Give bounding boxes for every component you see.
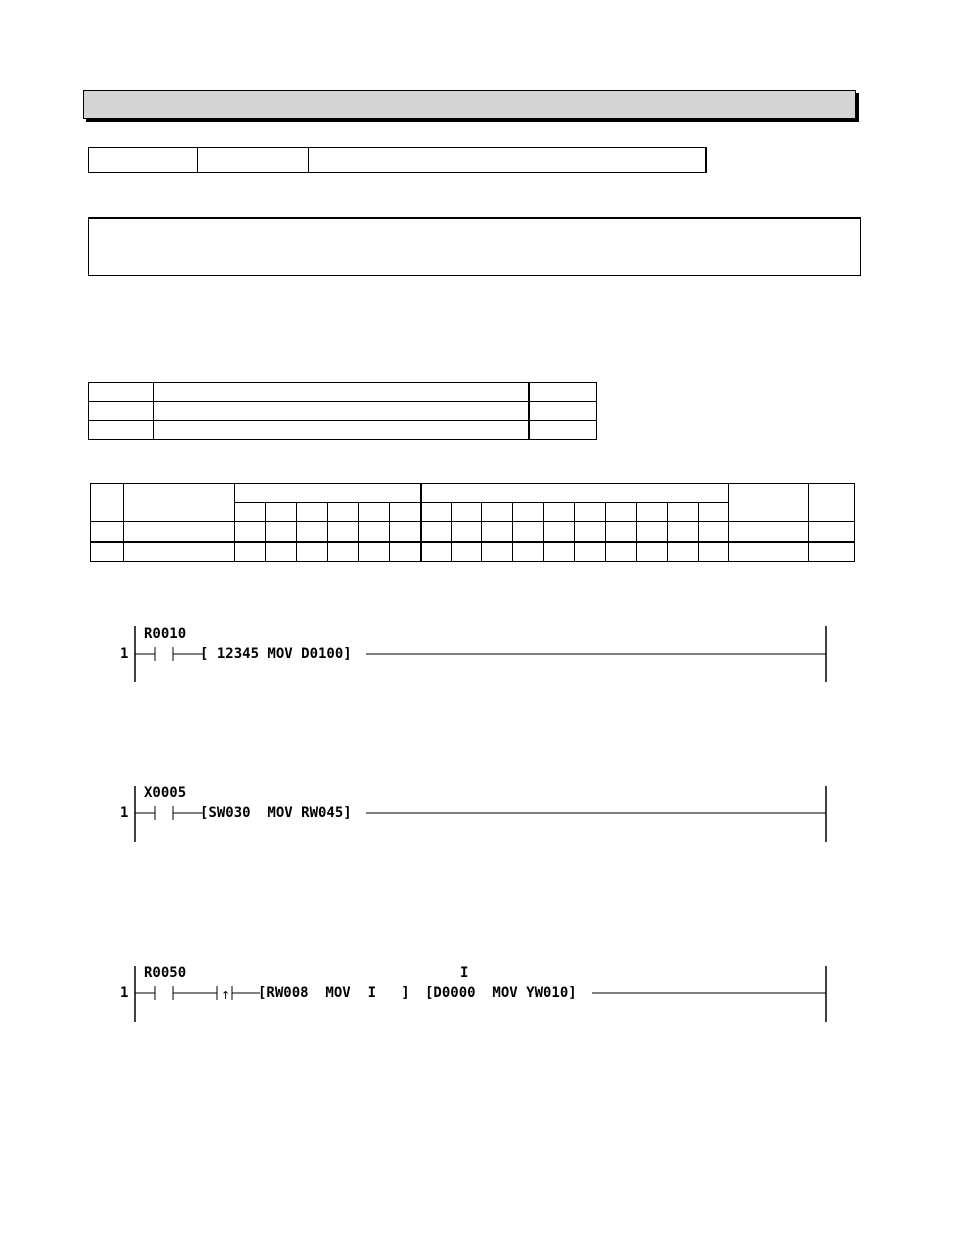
mov-instruction-output: [D0000 MOV YW010] [425,985,577,1001]
section-header-bar [83,90,856,119]
title-cell-1 [89,148,198,173]
condition-table [88,382,597,440]
mov-instruction: [ 12345 MOV D0100] [200,646,352,662]
mov-instruction: [SW030 MOV RW045] [200,805,352,821]
rung-number: 1 [120,805,129,821]
contact-label: R0050 [144,965,187,981]
title-cell-3 [309,148,707,173]
mov-instruction-indexed-source: [RW008 MOV I ] [258,985,410,1001]
rung-number: 1 [120,985,129,1001]
description-box [88,217,861,276]
ladder-rung-3 [120,964,832,1024]
index-register-mark: I [460,965,469,981]
title-cell-2 [198,148,309,173]
rising-edge-icon: ↑ [221,989,231,1002]
ladder-rung-2 [120,784,832,844]
contact-label: R0010 [144,626,187,642]
contact-label: X0005 [144,785,187,801]
rung-number: 1 [120,646,129,662]
ladder-rung-1 [120,624,832,684]
operand-spec-table [90,483,855,562]
instruction-title-table [88,147,707,173]
